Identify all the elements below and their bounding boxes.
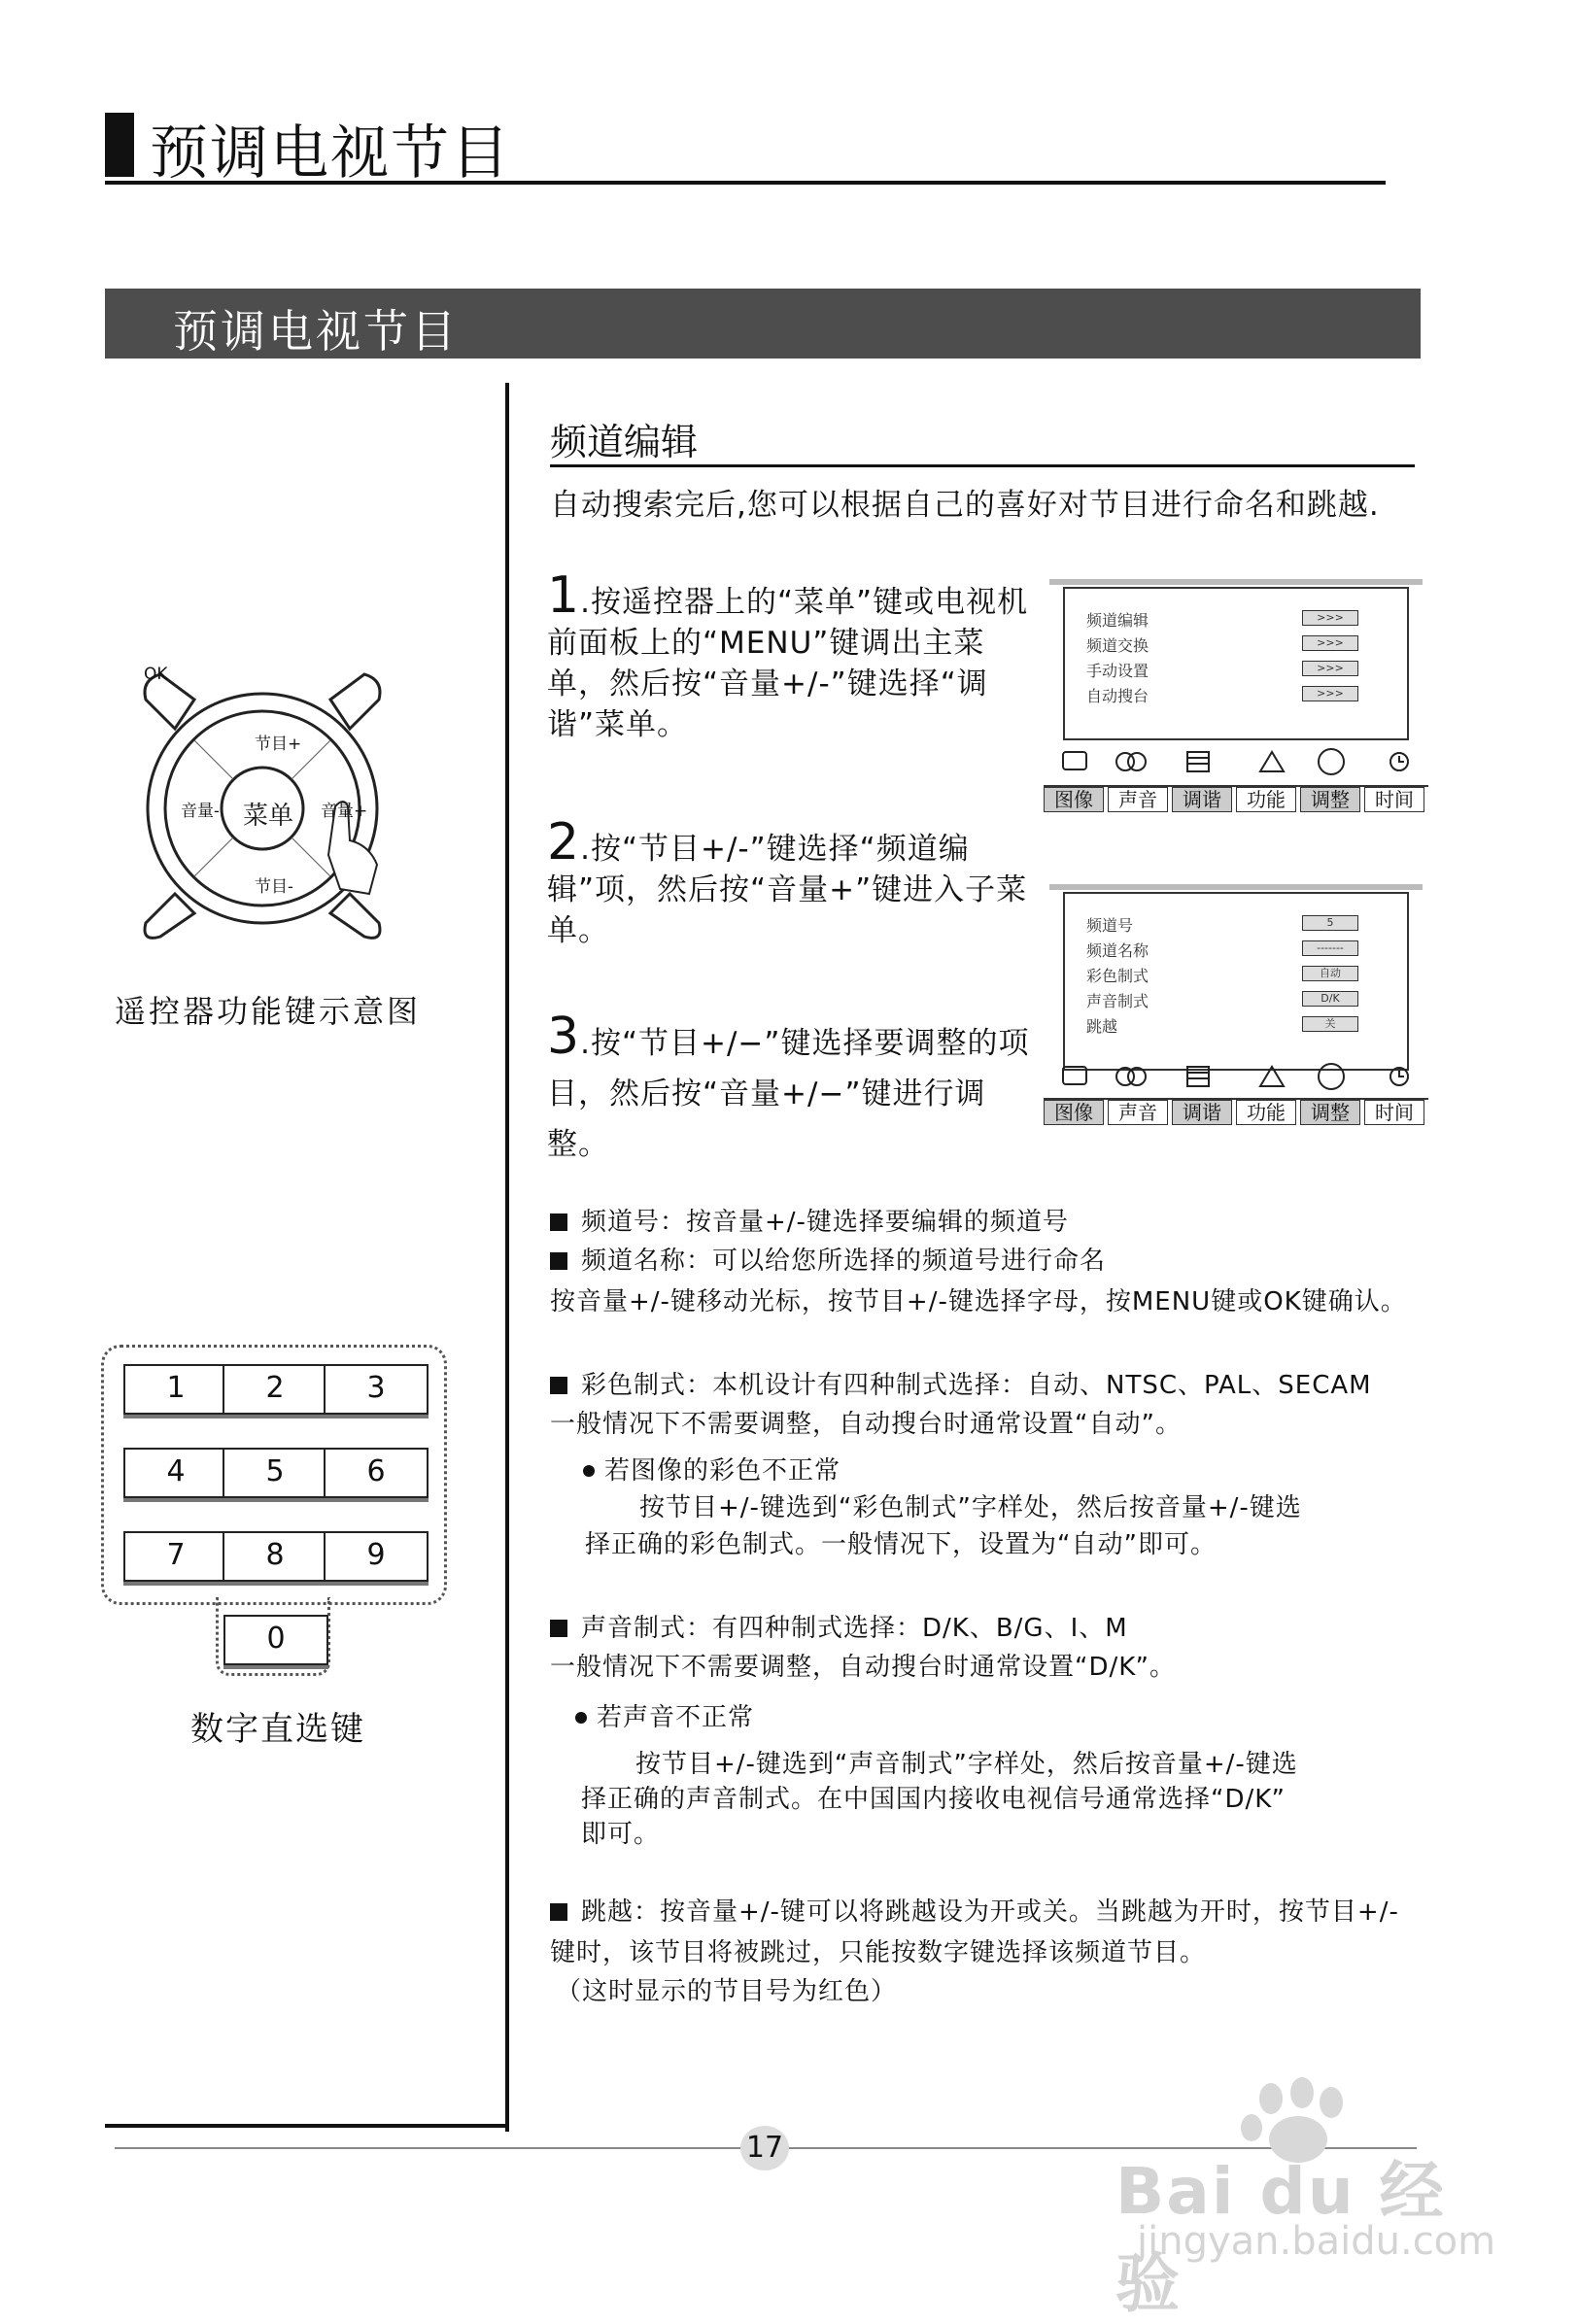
menu2-row-label: 跳越 (1086, 1017, 1118, 1036)
note-sound-fix-2: 择正确的声音制式。在中国国内接收电视信号通常选择“D/K” (581, 1785, 1286, 1814)
menu2-row-label: 彩色制式 (1086, 967, 1149, 985)
page-number: 17 (740, 2126, 789, 2170)
menu1-row-value: >>> (1302, 686, 1358, 701)
key-8[interactable]: 8 (223, 1531, 327, 1582)
picture-icon (1063, 1067, 1086, 1084)
note-skip-red: （这时显示的节目号为红色） (556, 1977, 898, 2006)
bullet-dot (575, 1712, 587, 1724)
menu2-row-label: 声音制式 (1086, 992, 1149, 1010)
key-2[interactable]: 2 (223, 1364, 327, 1415)
note-color-abnormal: 若图像的彩色不正常 (583, 1452, 840, 1490)
menu2-row-value: 关 (1302, 1016, 1358, 1032)
key-1[interactable]: 1 (123, 1364, 228, 1415)
menu2-row-label: 频道号 (1086, 916, 1134, 935)
bullet-square (550, 1252, 567, 1270)
bullet-dot (583, 1465, 595, 1477)
note-skip-detail: 键时，该节目将被跳过，只能按数字键选择该频道节目。 (550, 1938, 1207, 1967)
bullet-square (550, 1377, 567, 1394)
key-3[interactable]: 3 (324, 1364, 429, 1415)
function-icon (1260, 752, 1284, 771)
step-2 (547, 813, 1033, 951)
header-bar (105, 113, 134, 177)
menu1-icon-strip (1042, 746, 1430, 781)
page-title: 预调电视节目 (150, 120, 511, 188)
menu1-row-label: 频道交换 (1086, 636, 1149, 655)
menu2-row-label: 频道名称 (1086, 941, 1149, 960)
step-2-number: 2 (547, 813, 581, 872)
tab-adjust[interactable]: 调整 (1300, 787, 1360, 812)
note-channel-name-detail: 按音量+/-键移动光标，按节目+/-键选择字母，按MENU键或OK键确认。 (550, 1287, 1407, 1316)
menu1-row-label: 频道编辑 (1086, 611, 1149, 630)
menu2-icon-strip (1042, 1061, 1430, 1096)
numpad-caption: 数字直选键 (190, 1710, 365, 1749)
menu1-row-value: >>> (1302, 635, 1358, 651)
menu1-row-label: 自动搜台 (1086, 687, 1149, 705)
watermark-brand: Bai du 经验 (1115, 2154, 1446, 2321)
step-1-number: 1 (547, 566, 581, 625)
section-title: 预调电视节目 (173, 305, 459, 358)
step-2-text: .按“节目+/-”键选择“频道编辑”项，然后按“音量+”键进入子菜单。 (547, 832, 1028, 948)
note-sound-system-detail: 一般情况下不需要调整，自动搜台时通常设置“D/K”。 (550, 1653, 1176, 1682)
bullet-square (550, 1620, 567, 1637)
bullet-square (550, 1903, 567, 1921)
tab-adjust[interactable]: 调整 (1300, 1100, 1360, 1125)
note-color-fix-2: 择正确的彩色制式。一般情况下，设置为“自动”即可。 (585, 1530, 1217, 1559)
note-sound-fix-3: 即可。 (581, 1820, 661, 1849)
menu2-tabs (1044, 1098, 1428, 1125)
remote-corner-bl (145, 894, 194, 938)
note-color-system-detail: 一般情况下不需要调整，自动搜台时通常设置“自动”。 (550, 1410, 1182, 1439)
tab-sound[interactable]: 声音 (1108, 1100, 1168, 1125)
baidu-watermark (1108, 2077, 1496, 2321)
menu2-row-value: 5 (1302, 915, 1358, 931)
note-sound-system: 声音制式：有四种制式选择：D/K、B/G、I、M (550, 1609, 1128, 1648)
column-divider (505, 383, 509, 2132)
key-0[interactable]: 0 (223, 1615, 328, 1665)
volume-down-key[interactable]: 音量- (181, 802, 220, 821)
picture-icon (1063, 752, 1086, 769)
remote-caption: 遥控器功能键示意图 (115, 993, 422, 1030)
key-4[interactable]: 4 (123, 1448, 228, 1498)
tuning-icon (1187, 1067, 1209, 1086)
tab-time[interactable]: 时间 (1364, 787, 1424, 812)
adjust-icon (1319, 1064, 1344, 1089)
channel-edit-intro: 自动搜索完后,您可以根据自己的喜好对节目进行命名和跳越. (550, 488, 1380, 523)
tab-function[interactable]: 功能 (1236, 787, 1296, 812)
note-sound-abnormal: 若声音不正常 (575, 1698, 754, 1737)
step-3-number: 3 (547, 1008, 581, 1066)
menu1-tabs (1044, 785, 1428, 812)
menu1-row-label: 手动设置 (1086, 662, 1149, 680)
note-color-system: 彩色制式：本机设计有四种制式选择：自动、NTSC、PAL、SECAM (550, 1366, 1372, 1405)
function-icon (1260, 1067, 1284, 1086)
tab-tuning[interactable]: 调谐 (1172, 787, 1232, 812)
channel-up-key[interactable]: 节目+ (255, 735, 302, 754)
section-band (105, 289, 1421, 359)
bullet-square (550, 1213, 567, 1231)
key-5[interactable]: 5 (223, 1448, 327, 1498)
tab-picture[interactable]: 图像 (1044, 787, 1104, 812)
menu2-row-value: ------- (1302, 940, 1358, 956)
tuning-menu-screen (1042, 579, 1430, 822)
page-header (105, 105, 1386, 188)
remote-corner-br (330, 894, 380, 938)
step-3 (547, 1008, 1033, 1170)
tab-function[interactable]: 功能 (1236, 1100, 1296, 1125)
tab-tuning[interactable]: 调谐 (1172, 1100, 1232, 1125)
note-channel-name: 频道名称：可以给您所选择的频道号进行命名 (550, 1242, 1106, 1281)
tuning-icon (1187, 752, 1209, 771)
menu1-row-value: >>> (1302, 610, 1358, 626)
key-9[interactable]: 9 (324, 1531, 429, 1582)
key-7[interactable]: 7 (123, 1531, 228, 1582)
step-1-text: .按遥控器上的“菜单”键或电视机前面板上的“MENU”键调出主菜单，然后按“音量+/-”键选择“调谐”菜单。 (547, 585, 1029, 742)
column-bottom-rule (105, 2124, 508, 2128)
tab-sound[interactable]: 声音 (1108, 787, 1168, 812)
note-sound-fix-1: 按节目+/-键选到“声音制式”字样处，然后按音量+/-键选 (635, 1750, 1298, 1779)
channel-edit-menu-screen (1042, 884, 1430, 1127)
tab-picture[interactable]: 图像 (1044, 1100, 1104, 1125)
volume-up-key[interactable]: 音量+ (321, 802, 368, 821)
menu2-row-value: 自动 (1302, 966, 1358, 981)
step-1 (547, 566, 1033, 745)
menu-key-label[interactable]: 菜单 (243, 802, 294, 831)
adjust-icon (1319, 749, 1344, 774)
channel-edit-title: 频道编辑 (550, 412, 1415, 467)
note-channel-number: 频道号：按音量+/-键选择要编辑的频道号 (550, 1203, 1069, 1242)
channel-down-key[interactable]: 节目- (255, 877, 293, 897)
note-skip: 跳越：按音量+/-键可以将跳越设为开或关。当跳越为开时，按节目+/- (550, 1893, 1399, 1931)
ok-label: OK (144, 665, 168, 684)
watermark-url: jingyan.baidu.com (1137, 2219, 1496, 2264)
key-6[interactable]: 6 (324, 1448, 429, 1498)
menu2-row-value: D/K (1302, 991, 1358, 1007)
menu1-row-value: >>> (1302, 661, 1358, 676)
note-color-fix-1: 按节目+/-键选到“彩色制式”字样处，然后按音量+/-键选 (639, 1493, 1302, 1522)
step-3-text: .按“节目+/−”键选择要调整的项目，然后按“音量+/−”键进行调整。 (547, 1026, 1030, 1162)
tab-time[interactable]: 时间 (1364, 1100, 1424, 1125)
